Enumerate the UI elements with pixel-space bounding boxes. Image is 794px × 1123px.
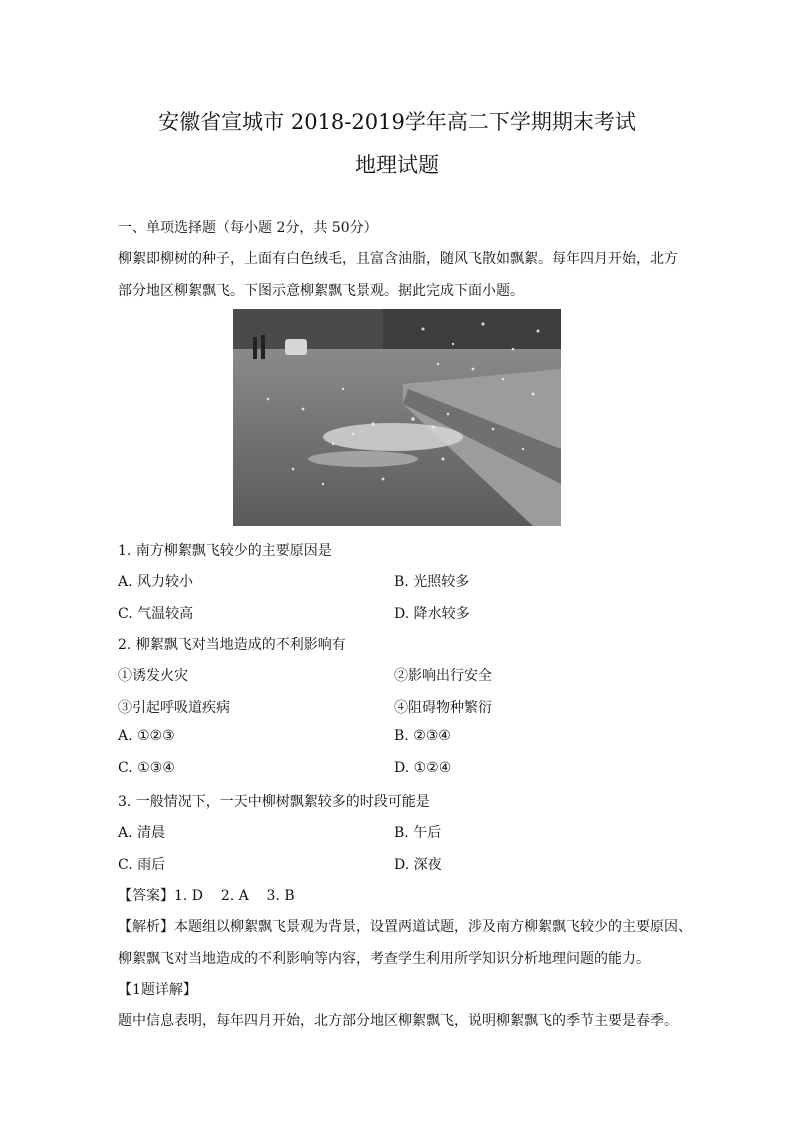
question-2-stem: 2. 柳絮飘飞对当地造成的不利影响有 — [118, 637, 346, 653]
answer-line: 【答案】1. D 2. A 3. B — [118, 888, 295, 904]
question-2-item-3: ③引起呼吸道疾病 — [118, 700, 230, 716]
question-3-option-a: A. 清晨 — [118, 825, 166, 841]
question-2-option-c: C. ①③④ — [118, 760, 175, 776]
question-3-stem: 3. 一般情况下，一天中柳树飘絮较多的时段可能是 — [118, 794, 430, 810]
question-1-option-d: D. 降水较多 — [394, 606, 470, 622]
question-2-item-2: ②影响出行安全 — [394, 668, 492, 684]
intro-text-line-1: 柳絮即柳树的种子，上面有白色绒毛，且富含油脂，随风飞散如飘絮。每年四月开始，北方 — [118, 251, 678, 267]
question-3-option-c: C. 雨后 — [118, 857, 166, 873]
analysis-line-1: 【解析】本题组以柳絮飘飞景观为背景，设置两道试题，涉及南方柳絮飘飞较少的主要原因、 — [118, 919, 692, 935]
analysis-line-2: 柳絮飘飞对当地造成的不利影响等内容，考查学生利用所学知识分析地理问题的能力。 — [118, 951, 650, 967]
document-title: 安徽省宣城市 2018-2019学年高二下学期期末考试 — [158, 110, 636, 134]
question-2-option-b: B. ②③④ — [394, 728, 451, 744]
question-1-option-c: C. 气温较高 — [118, 606, 194, 622]
question-3-option-b: B. 午后 — [394, 825, 442, 841]
section-heading: 一、单项选择题（每小题 2分，共 50分） — [118, 220, 378, 236]
question-1-stem: 1. 南方柳絮飘飞较少的主要原因是 — [118, 543, 332, 559]
question-2-option-a: A. ①②③ — [118, 728, 175, 744]
detail-text: 题中信息表明，每年四月开始，北方部分地区柳絮飘飞，说明柳絮飘飞的季节主要是春季。 — [118, 1013, 678, 1029]
question-2-option-d: D. ①②④ — [394, 760, 452, 776]
willow-catkin-photo — [233, 309, 561, 526]
question-1-option-b: B. 光照较多 — [394, 574, 470, 590]
question-2-item-1: ①诱发火灾 — [118, 668, 188, 684]
question-2-item-4: ④阻碍物种繁衍 — [394, 700, 492, 716]
detail-heading: 【1题详解】 — [118, 982, 197, 998]
intro-text-line-2: 部分地区柳絮飘飞。下图示意柳絮飘飞景观。据此完成下面小题。 — [118, 283, 524, 299]
document-subtitle: 地理试题 — [355, 153, 439, 177]
question-1-option-a: A. 风力较小 — [118, 574, 194, 590]
question-3-option-d: D. 深夜 — [394, 857, 442, 873]
